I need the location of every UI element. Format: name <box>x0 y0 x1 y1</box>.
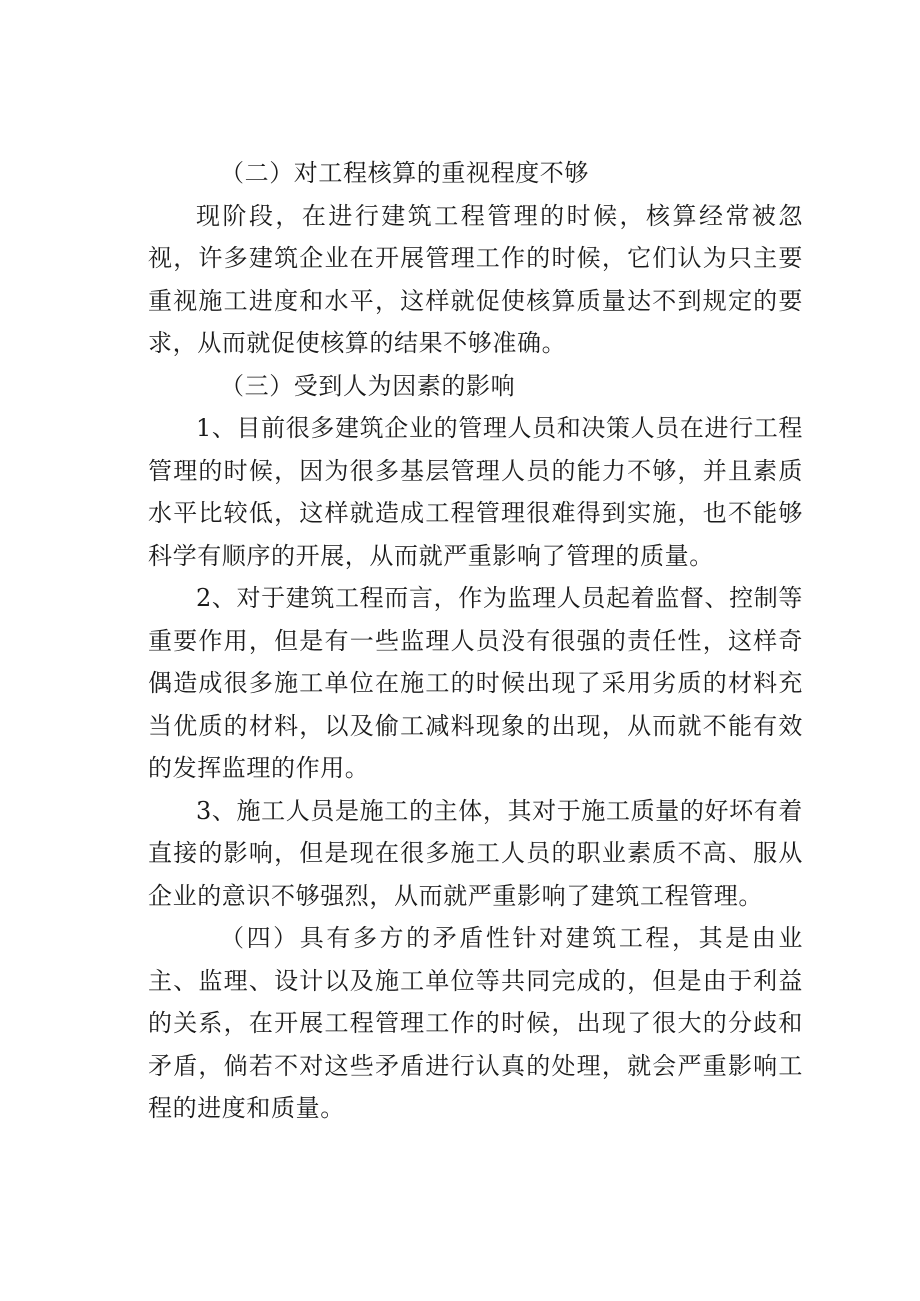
section-heading-3: （三）受到人为因素的影响 <box>220 371 516 400</box>
section-heading-4: （四）具有多方的矛盾性针对建筑工程，其是由业主、监理、设计以及施工单位等共同完成的，但是由于利益的关系，在开展工程管理工作的时候，出现了很大的分歧和矛盾，倘若不对这些矛盾进行认真的处理，就会严重影响工程的进度和质量。 <box>148 924 803 1122</box>
paragraph-point-1: 1、目前很多建筑企业的管理人员和决策人员在进行工程管理的时候，因为很多基层管理人员的能力不够，并且素质水平比较低，这样就造成工程管理很难得到实施，也不能够科学有顺序的开展，从而就严重影响了管理的质量。 <box>148 414 803 570</box>
paragraph-point-3: 3、施工人员是施工的主体，其对于施工质量的好坏有着直接的影响，但是现在很多施工人员的职业素质不高、服从企业的意识不够强烈，从而就严重影响了建筑工程管理。 <box>148 796 803 910</box>
section-heading-2: （二）对工程核算的重视程度不够 <box>220 159 589 187</box>
document-body <box>148 152 803 1130</box>
paragraph-accounting: 现阶段，在进行建筑工程管理的时候，核算经常被忽视，许多建筑企业在开展管理工作的时候，它们认为只主要重视施工进度和水平，这样就促使核算质量达不到规定的要求，从而就促使核算的结果不够准确。 <box>148 201 803 357</box>
paragraph-point-2: 2、对于建筑工程而言，作为监理人员起着监督、控制等重要作用，但是有一些监理人员没有很强的责任性，这样奇偶造成很多施工单位在施工的时候出现了采用劣质的材料充当优质的材料，以及偷工减料现象的出现，从而就不能有效的发挥监理的作用。 <box>148 584 803 782</box>
